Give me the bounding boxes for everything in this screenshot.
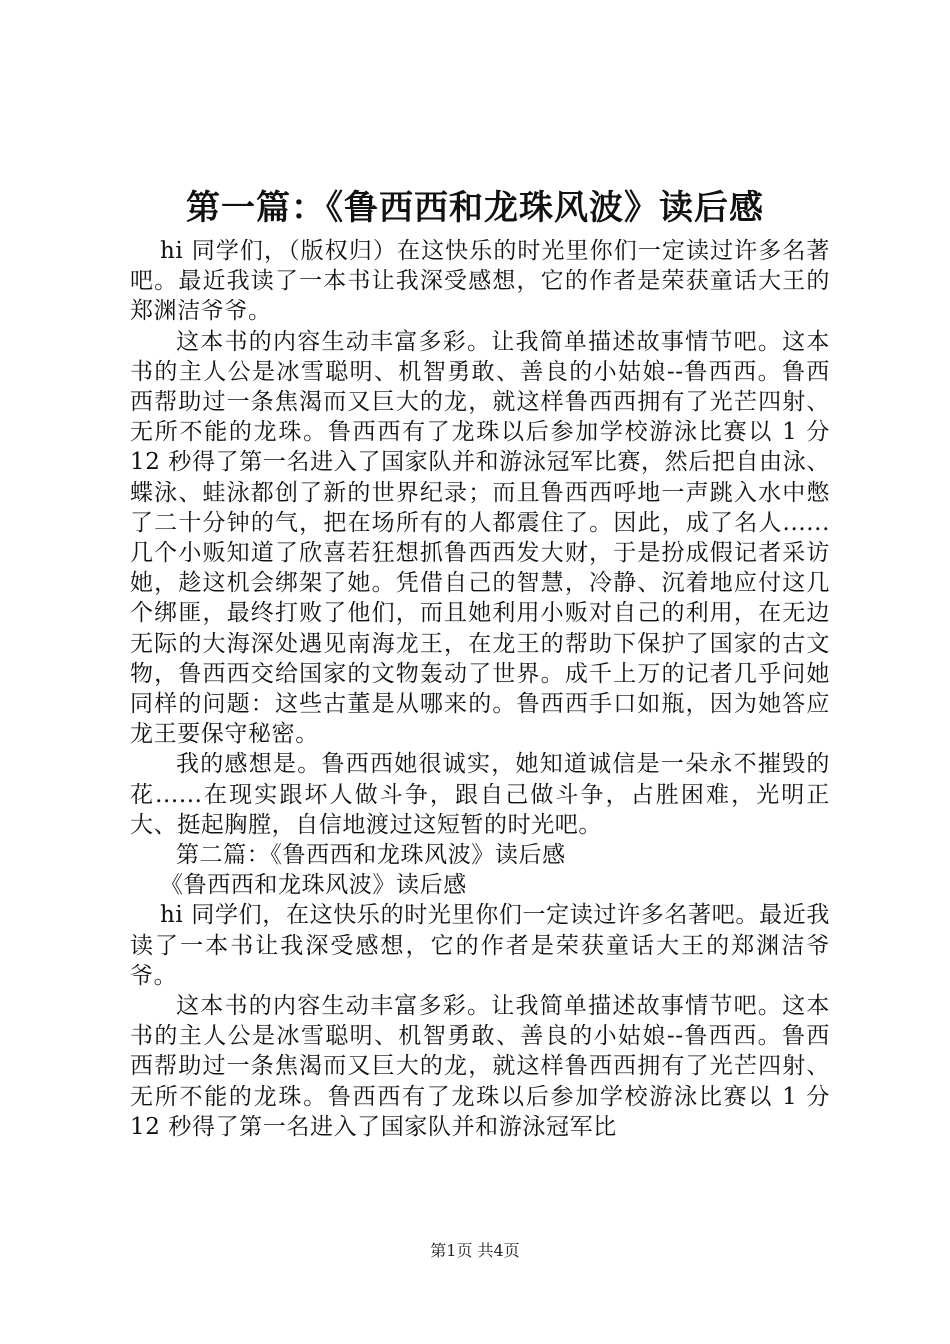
paragraph-1: hi 同学们，（版权归）在这快乐的时光里你们一定读过许多名著吧。最近我读了一本书让我深受感想，它的作者是荣获童话大王的郑渊洁爷爷。 [130,238,830,325]
paragraph-5: 这本书的内容生动丰富多彩。让我简单描述故事情节吧。这本书的主人公是冰雪聪明、机智勇敢、善良的小姑娘--鲁西西。鲁西西帮助过一条焦渴而又巨大的龙，就这样鲁西西拥有了光芒四射、无所不能的龙珠。鲁西西有了龙珠以后参加学校游泳比赛以 1 分 12 秒得了第一名进入了国家队并和游泳冠军比 [130,993,830,1140]
paragraph-4: hi 同学们，在这快乐的时光里你们一定读过许多名著吧。最近我读了一本书让我深受感想，它的作者是荣获童话大王的郑渊洁爷爷。 [130,902,830,989]
document-body [130,236,830,1142]
document-title: 第一篇：《鲁西西和龙珠风波》读后感 [186,188,764,228]
page-number: 第1页 共4页 [430,1241,520,1260]
paragraph-2: 这本书的内容生动丰富多彩。让我简单描述故事情节吧。这本书的主人公是冰雪聪明、机智勇敢、善良的小姑娘--鲁西西。鲁西西帮助过一条焦渴而又巨大的龙，就这样鲁西西拥有了光芒四射、无所不能的龙珠。鲁西西有了龙珠以后参加学校游泳比赛以 1 分 12 秒得了第一名进入了国家队并和游泳冠军比赛，然后把自由泳、蝶泳、蛙泳都创了新的世界纪录；而且鲁西西呼地一声跳入水中憋了二十分钟的气，把在场所有的人都震住了。因此，成了名人......几个小贩知道了欣喜若狂想抓鲁西西发大财，于是扮成假记者采访她，趁这机会绑架了她。凭借自己的智慧，冷静、沉着地应付这几个绑匪，最终打败了他们，而且她利用小贩对自己的利用，在无边无际的大海深处遇见南海龙王，在龙王的帮助下保护了国家的古文物，鲁西西交给国家的文物轰动了世界。成千上万的记者几乎问她同样的问题：这些古董是从哪来的。鲁西西手口如瓶，因为她答应龙王要保守秘密。 [130,328,830,748]
section-subtitle: 《鲁西西和龙珠风波》读后感 [160,872,467,899]
section-heading-2: 第二篇：《鲁西西和龙珠风波》读后感 [176,842,566,869]
paragraph-3: 我的感想是。鲁西西她很诚实，她知道诚信是一朵永不摧毁的花......在现实跟坏人做斗争，跟自己做斗争，占胜困难，光明正大、挺起胸膛，自信地渡过这短暂的时光吧。 [130,751,830,838]
